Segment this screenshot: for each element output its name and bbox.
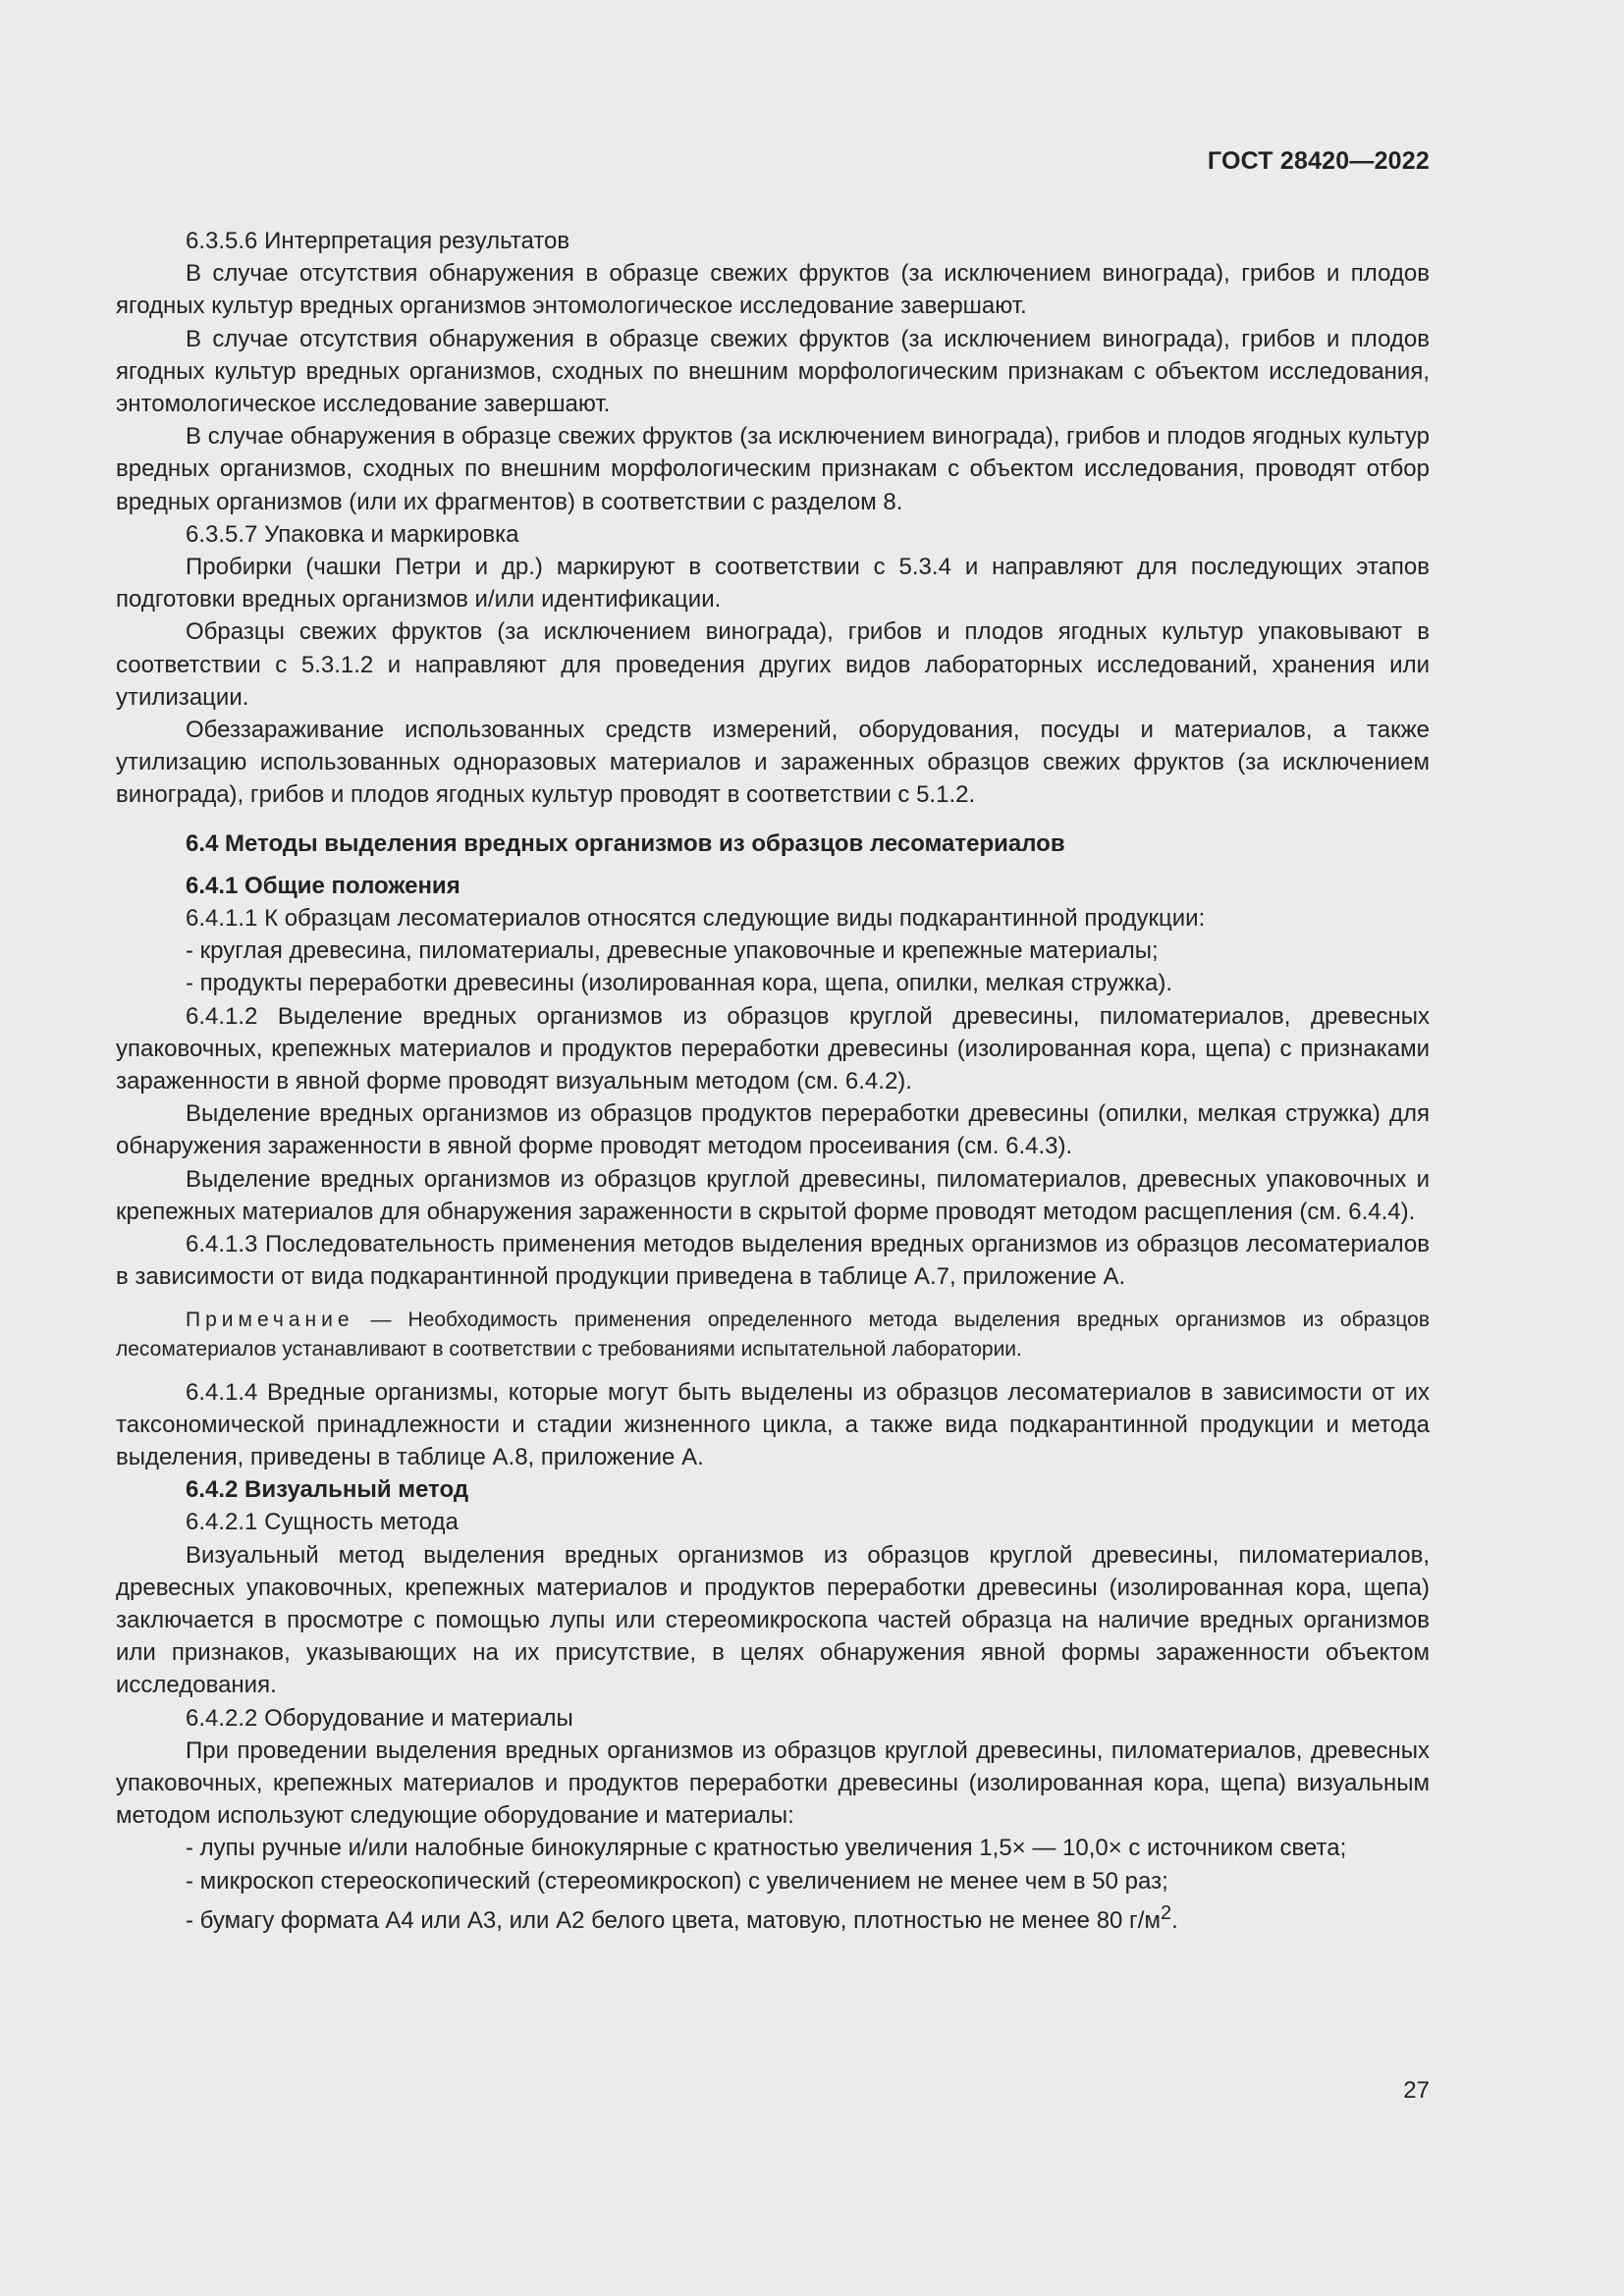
section-heading-6-4: 6.4 Методы выделения вредных организмов из образцов лесоматериалов (186, 829, 1065, 857)
paragraph: В случае отсутствия обнаружения в образце свежих фруктов (за исключением винограда), грибов и плодов ягодных культур вредных организмов, сходных по внешним морфологическим признакам с объектом исследования, энтомологическое исследование завершают. (116, 325, 1430, 418)
paragraph: Образцы свежих фруктов (за исключением винограда), грибов и плодов ягодных культур упаковывают в соответствии с 5.3.1.2 и направляют для проведения других видов лабораторных исследований, хранения или утилизации. (116, 618, 1430, 711)
clause-6-4-2-1-title: 6.4.2.1 Сущность метода (186, 1509, 459, 1536)
paragraph: Выделение вредных организмов из образцов круглой древесины, пиломатериалов, древесных упаковочных и крепежных материалов для обнаружения зараженности в скрытой форме проводят методом расщепления (см. 6.4.4). (116, 1165, 1430, 1225)
page-number: 27 (1403, 2077, 1430, 2104)
paragraph: Выделение вредных организмов из образцов продуктов переработки древесины (опилки, мелкая стружка) для обнаружения зараженности в явной форме проводят методом просеивания (см. 6.4.3). (116, 1100, 1430, 1160)
paragraph: В случае обнаружения в образце свежих фруктов (за исключением винограда), грибов и плодов ягодных культур вредных организмов, сходных по внешним морфологическим признакам с объектом исследования, проводят отбор вредных организмов (или их фрагментов) в соответствии с разделом 8. (116, 423, 1430, 515)
document-page (116, 0, 1430, 2296)
paragraph: 6.4.1.4 Вредные организмы, которые могут быть выделены из образцов лесоматериалов в зависимости от их таксономической принадлежности и стадии жизненного цикла, а также вида подкарантинной продукции и метода выделения, приведены в таблице А.8, приложение А. (116, 1378, 1430, 1470)
list-item: - лупы ручные и/или налобные бинокулярные с кратностью увеличения 1,5× — 10,0× с источником света; (186, 1835, 1347, 1862)
document-body (116, 225, 1430, 1937)
clause-6-3-5-7-title: 6.3.5.7 Упаковка и маркировка (186, 520, 519, 548)
paragraph: Визуальный метод выделения вредных организмов из образцов круглой древесины, пиломатериалов, древесных упаковочных, крепежных материалов и продуктов переработки древесины (изолированная кора, щепа) заключается в просмотре с помощью лупы или стереомикроскопа частей образца на наличие вредных организмов или признаков, указывающих на их присутствие, в целях обнаружения явной формы зараженности объектом исследования. (116, 1541, 1430, 1699)
superscript: 2 (1160, 1901, 1172, 1924)
list-item (116, 1897, 1430, 1937)
list-item-text: - бумагу формата А4 или А3, или А2 белого цвета, матовую, плотностью не менее 80 г/м (186, 1906, 1161, 1934)
paragraph: Пробирки (чашки Петри и др.) маркируют в соответствии с 5.3.4 и направляют для последующих этапов подготовки вредных организмов и/или идентификации. (116, 554, 1430, 614)
note (116, 1306, 1430, 1364)
clause-6-3-5-6-title: 6.3.5.6 Интерпретация результатов (186, 228, 570, 254)
paragraph: При проведении выделения вредных организмов из образцов круглой древесины, пиломатериалов, древесных упаковочных, крепежных материалов и продуктов переработки древесины (изолированная кора, щепа) визуальным методом используют следующие оборудование и материалы: (116, 1736, 1430, 1830)
paragraph: В случае отсутствия обнаружения в образце свежих фруктов (за исключением винограда), грибов и плодов ягодных культур вредных организмов энтомологическое исследование завершают. (116, 260, 1430, 320)
note-label: Примечание (186, 1308, 354, 1331)
list-item: - круглая древесина, пиломатериалы, древесные упаковочные и крепежные материалы; (186, 937, 1159, 965)
clause-6-4-2-2-title: 6.4.2.2 Оборудование и материалы (186, 1704, 573, 1732)
paragraph: 6.4.1.1 К образцам лесоматериалов относятся следующие виды подкарантинной продукции: (186, 905, 1206, 933)
subsection-heading-6-4-2: 6.4.2 Визуальный метод (186, 1476, 469, 1504)
note-text: — Необходимость применения определенного метода выделения вредных организмов из образцов лесоматериалов устанавливают в соответствии с требованиями испытательной лаборатории. (116, 1308, 1430, 1361)
paragraph: Обеззараживание использованных средств измерений, оборудования, посуды и материалов, а также утилизацию использованных одноразовых материалов и зараженных образцов свежих фруктов (за исключением винограда), грибов и плодов ягодных культур проводят в соответствии с 5.1.2. (116, 717, 1430, 809)
paragraph: 6.4.1.2 Выделение вредных организмов из образцов круглой древесины, пиломатериалов, древесных упаковочных, крепежных материалов и продуктов переработки древесины (изолированная кора, щепа) с признаками зараженности в явной форме проводят визуальным методом (см. 6.4.2). (116, 1002, 1430, 1095)
list-item: - микроскоп стереоскопический (стереомикроскоп) с увеличением не менее чем в 50 раз; (186, 1867, 1168, 1895)
period: . (1171, 1906, 1178, 1934)
subsection-heading-6-4-1: 6.4.1 Общие положения (186, 872, 460, 899)
paragraph: 6.4.1.3 Последовательность применения методов выделения вредных организмов из образцов лесоматериалов в зависимости от вида подкарантинной продукции приведена в таблице А.7, приложение А. (116, 1231, 1430, 1291)
document-header: ГОСТ 28420—2022 (1207, 147, 1430, 175)
list-item: - продукты переработки древесины (изолированная кора, щепа, опилки, мелкая стружка). (186, 970, 1173, 997)
